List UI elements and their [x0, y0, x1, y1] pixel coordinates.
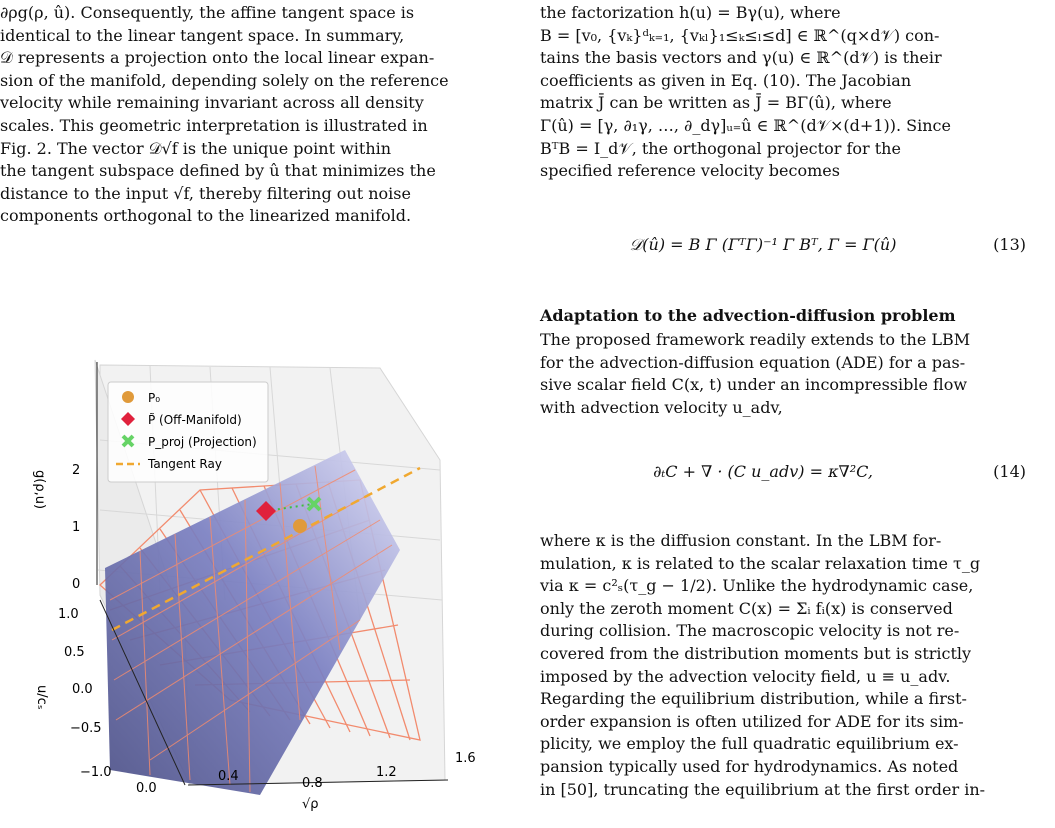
y-tick: 0.0: [72, 682, 93, 697]
p0-point: [293, 519, 307, 533]
text-line: 𝒟 represents a projection onto the local linear expan-: [0, 48, 435, 68]
x-axis-label: √ρ: [302, 797, 319, 812]
equation-13: [540, 235, 1026, 265]
legend-label-p-proj: P_proj (Projection): [148, 435, 257, 449]
x-tick: 1.2: [376, 765, 397, 780]
x-tick: 0.8: [302, 776, 323, 791]
text-line: where κ is the diffusion constant. In the LBM for-: [540, 531, 942, 550]
x-tick: 0.4: [218, 769, 239, 784]
text-line: sion of the manifold, depending solely on the reference: [0, 70, 449, 90]
text-line: identical to the linear tangent space. In summary,: [0, 25, 405, 45]
text-line: distance to the input √f, thereby filtering out noise: [0, 183, 411, 203]
text-line: ∂ρg(ρ, û). Consequently, the affine tangent space is: [0, 3, 415, 22]
text-line: via κ = c²ₛ(τ_g − 1/2). Unlike the hydrodynamic case,: [540, 576, 974, 596]
text-line: covered from the distribution moments but is strictly: [540, 643, 972, 663]
text-line: plicity, we employ the full quadratic equilibrium ex-: [540, 734, 959, 754]
text-line: Regarding the equilibrium distribution, while a first-: [540, 689, 967, 709]
text-line: in [50], truncating the equilibrium at the first order in-: [540, 779, 986, 799]
legend-label-tangent-ray: Tangent Ray: [148, 457, 222, 471]
equation-14-body: ∂ₜC + ∇ · (C u_adv) = κ∇²C,: [653, 462, 873, 481]
text-line: coefficients as given in Eq. (10). The Jacobian: [540, 70, 912, 90]
text-line: Fig. 2. The vector 𝒟√f is the unique point within: [0, 138, 392, 158]
equation-14-number: (14): [993, 462, 1026, 481]
y-tick: 1.0: [58, 607, 79, 622]
z-axis-label: g(ρ,u): [32, 470, 47, 510]
text-line: B = [v₀, {vₖ}ᵈₖ₌₁, {vₖₗ}₁≤ₖ≤ₗ≤d] ∈ ℝ^(q×d𝒱) con-: [540, 25, 940, 45]
text-line: during collision. The macroscopic velocity is not re-: [540, 621, 960, 641]
text-line: for the advection-diffusion equation (ADE) for a pas-: [540, 352, 966, 372]
text-line: Γ(û) = [γ, ∂₁γ, …, ∂_dγ]ᵤ₌û ∈ ℝ^(d𝒱×(d+1)). Since: [540, 115, 951, 135]
equation-13-body: 𝒟(û) = B Γ (ΓᵀΓ)⁻¹ Γ Bᵀ, Γ = Γ(û): [629, 235, 897, 254]
legend-label-p0: P₀: [148, 391, 161, 405]
text-line: scales. This geometric interpretation is illustrated in: [0, 115, 428, 135]
text-line: specified reference velocity becomes: [540, 161, 840, 181]
text-line: sive scalar field C(x, t) under an incompressible flow: [540, 375, 968, 395]
text-line: mulation, κ is related to the scalar relaxation time τ_g: [540, 553, 981, 573]
text-line: tains the basis vectors and γ(u) ∈ ℝ^(d𝒱) is their: [540, 48, 942, 68]
legend-label-p-tilde: P̃ (Off-Manifold): [148, 413, 242, 427]
figure-2: [0, 340, 500, 828]
y-tick: 0.5: [64, 645, 85, 660]
z-tick: 2: [72, 463, 81, 478]
equation-14: [540, 462, 1026, 492]
z-tick: 1: [72, 520, 81, 535]
z-axis: [32, 362, 97, 592]
equation-13-number: (13): [993, 235, 1026, 254]
right-paragraph-2: [540, 329, 1026, 419]
text-line: matrix J̄ can be written as J̄ = BΓ(û), where: [540, 93, 892, 113]
text-line: order expansion is often utilized for ADE for its sim-: [540, 711, 964, 731]
y-tick: −0.5: [70, 721, 102, 736]
manifold-3d-plot: [0, 340, 500, 828]
legend: [108, 382, 268, 482]
y-axis-label: u/cₛ: [34, 685, 49, 710]
text-line: pansion typically used for hydrodynamics. As noted: [540, 756, 959, 776]
y-tick: −1.0: [80, 765, 112, 780]
text-line: with advection velocity u_adv,: [540, 397, 783, 417]
text-line: the factorization h(u) = Bγ(u), where: [540, 3, 841, 22]
legend-marker-p0: [122, 391, 134, 403]
text-line: components orthogonal to the linearized manifold.: [0, 206, 412, 226]
right-paragraph-1: [540, 2, 1026, 183]
text-line: the tangent subspace defined by û that minimizes the: [0, 161, 436, 181]
text-line: only the zeroth moment C(x) = Σᵢ fᵢ(x) is conserved: [540, 598, 953, 618]
text-line: The proposed framework readily extends to the LBM: [540, 330, 971, 349]
right-paragraph-3: [540, 530, 1026, 801]
x-tick: 0.0: [136, 781, 157, 796]
text-line: BᵀB = I_d𝒱, the orthogonal projector for the: [540, 138, 901, 158]
x-tick: 1.6: [455, 751, 476, 766]
section-heading: Adaptation to the advection-diffusion problem: [540, 306, 956, 325]
left-paragraph-1: [0, 2, 500, 228]
text-line: imposed by the advection velocity field, u ≡ u_adv.: [540, 666, 951, 686]
text-line: velocity while remaining invariant across all density: [0, 93, 424, 113]
z-tick: 0: [72, 577, 81, 592]
